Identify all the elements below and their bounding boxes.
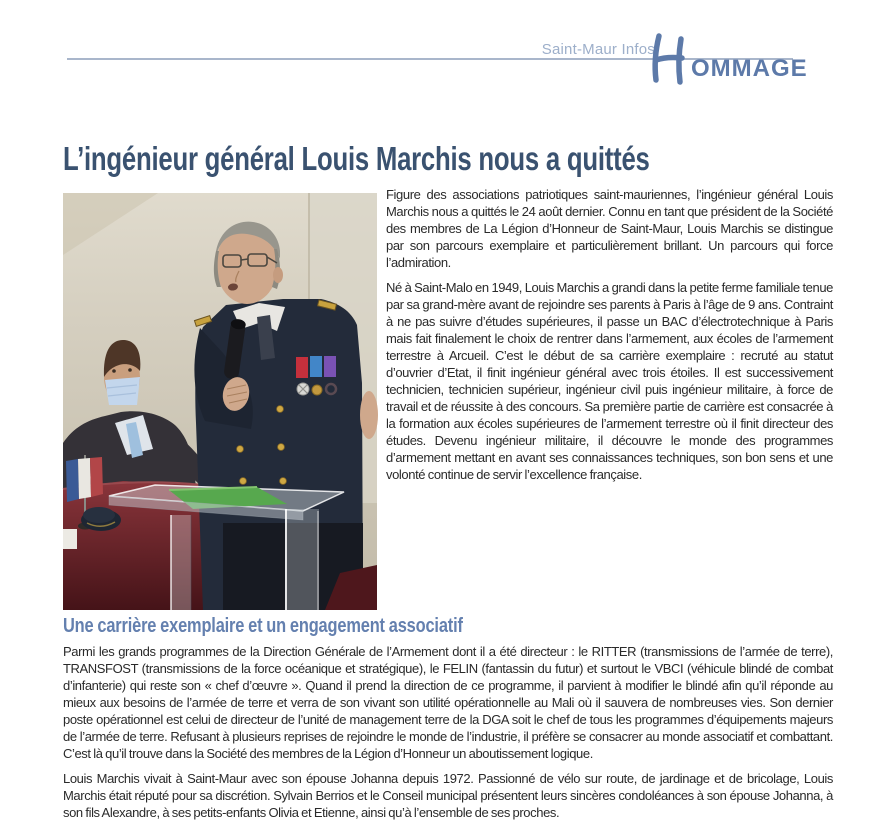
speaker-left-hand [360,391,378,439]
flag-band-red [90,457,103,497]
face-mask [105,377,140,405]
medal-gold [312,385,322,395]
paragraph-condolences: Louis Marchis vivait à Saint-Maur avec son épouse Johanna depuis 1972. Passionné de vélo sur route, de jardinage et de bricolage, Louis Marchis était réputé pour sa discrétion. Sylvain Berrios et le Conseil municipal présentent leurs sincères condoléances à son épouse Johanna, à son fils Alexandre, à ses petits-enfants Olivia et Etienne, ainsi qu’à l’ensemble de ses proches. [63,771,833,820]
ear [273,267,283,283]
article-photo [63,193,377,610]
section-title: OMMAGE [691,55,808,82]
lectern-center-leg [171,515,191,610]
medal-ribbon-red [296,357,308,378]
paper-card [63,529,77,549]
flag-band-white [78,458,91,499]
publication-name: Saint-Maur Infos [541,41,655,58]
paragraph-intro: Figure des associations patriotiques saint-mauriennes, l’ingénieur général Louis Marchis nous a quittés le 24 août dernier. Connu en tant que président de la Société des membres de La Légion d’Honneur de Saint-Maur, Louis Marchis se distingue par son parcours exemplaire et particulièrement brillant. Un parcours qui force l’admiration. [386,187,833,270]
medal-ribbon-purple [324,356,336,377]
masked-man-eye [128,368,132,372]
paragraph-career: Parmi les grands programmes de la Direction Générale de l’Armement dont il a été directeur : le RITTER (transmissions de l’armée de terre), TRANSFOST (transmissions de la force océanique et stratégique), le FELIN (fantassin du futur) et surtout le VBCI (véhicule blindé de combat d’infanterie) qui reste son « chef d’œuvre ». Quand il prend la direction de ce programme, il parvient à modifier le blindé afin qu’il réponde au mieux aux besoins de l’armée de terre et verra de son vivant son utilité opérationnelle au Mali où il sauvera de nombreuses vies. Son dernier poste opérationnel est celui de directeur de l’unité de management terre de la DGA soit le chef de tous les programmes d’équipements majeurs de l’armée de terre. Refusant à plusieurs reprises de rejoindre le monde de l’industrie, il préfère se consacrer au monde associatif et combattant. C’est là qu’il trouve dans la Société des membres de la Légion d’Honneur un aboutissement logique. [63,644,833,761]
uniform-cap-top [83,507,115,523]
flag-band-blue [66,459,79,502]
hommage-initial-icon [649,33,691,83]
medal-ribbon-blue [310,356,322,377]
lectern-right-leg [285,509,319,610]
page-title: L’ingénieur général Louis Marchis nous a quittés [63,140,650,177]
paragraph-biography: Né à Saint-Malo en 1949, Louis Marchis a grandi dans la petite ferme familiale tenue par sa grand-mère avant de rejoindre ses parents à Paris à l’âge de 9 ans. Contraint à ne pas suivre d’études supérieures, il passe un BAC d’électrotechnique à Paris mais fait finalement le choix de rentrer dans l’armement, aux écoles de l’armement terrestre à Arcueil. C’est le début de sa carrière exemplaire : recruté au statut d’ouvrier d’Etat, il finit ingénieur général avec trois étoiles. Il est successivement technicien, technicien supérieur, ingénieur civil puis ingénieur militaire, à force de travail et de réussite à des concours. Sa première partie de carrière est consacrée à la formation aux écoles supérieures de l’armement terrestre où il finit directeur des études. Devenu ingénieur militaire, il découvre le monde des programmes d’armement mettant en avant ses connaissances techniques, son bon sens et une volonté continue de servir l’excellence française. [386,280,833,482]
section-subheading-text: Une carrière exemplaire et un engagement associatif [63,615,463,637]
masked-man-eye [112,369,116,373]
article-body [63,186,833,829]
